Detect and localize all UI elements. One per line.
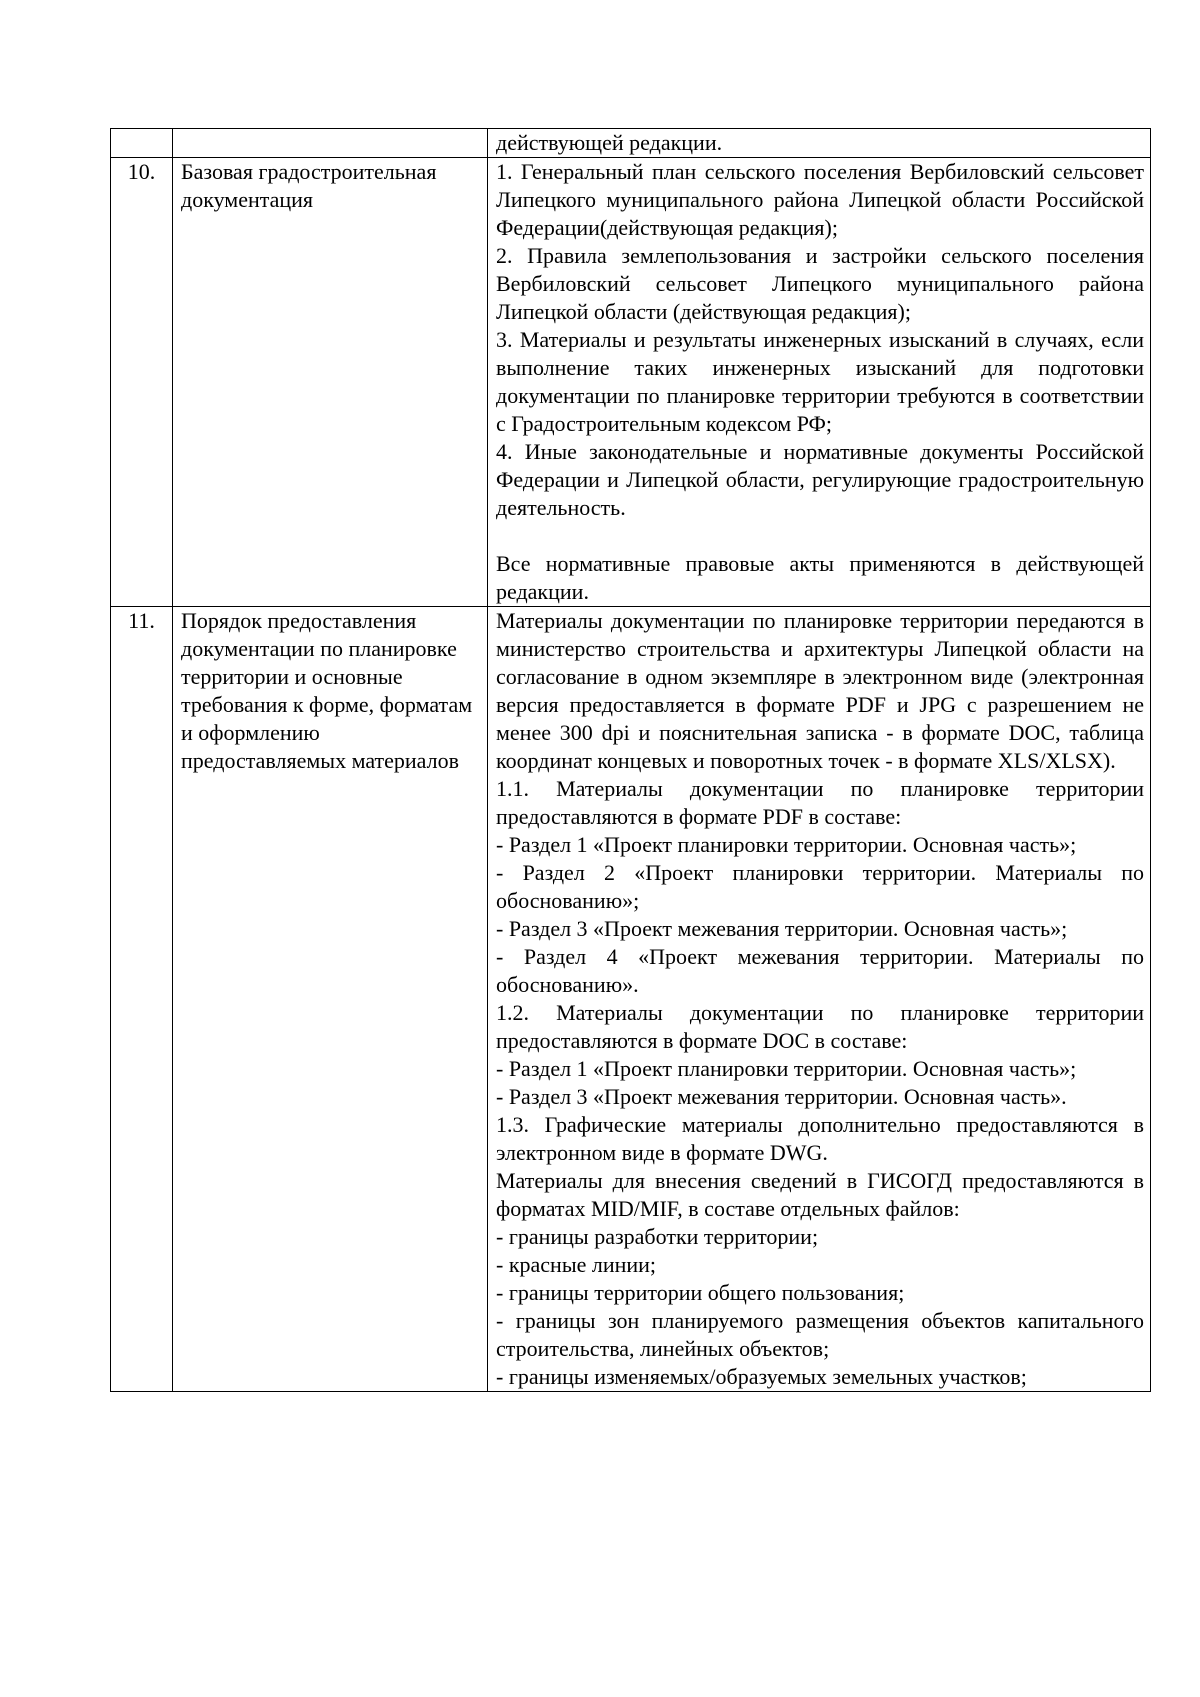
content-paragraph: 1.2. Материалы документации по планировке территории предоставляются в формате DOC в составе:	[496, 1000, 1144, 1053]
content-paragraph: 1.3. Графические материалы дополнительно предоставляются в электронном виде в формате DWG.	[496, 1112, 1144, 1165]
content-paragraph: - границы зон планируемого размещения объектов капитального строительства, линейных объектов;	[496, 1308, 1144, 1361]
table-row	[111, 129, 1151, 158]
content-paragraph: - Раздел 2 «Проект планировки территории. Материалы по обоснованию»;	[496, 860, 1144, 913]
row-content	[488, 607, 1151, 1392]
content-paragraph: - красные линии;	[496, 1252, 657, 1277]
row-label: Базовая градостроительная документация	[173, 158, 488, 607]
row-label	[173, 129, 488, 158]
requirements-table	[110, 128, 1151, 1392]
content-paragraph: действующей редакции.	[496, 130, 723, 155]
content-paragraph: 2. Правила землепользования и застройки сельского поселения Вербиловский сельсовет Липецкого муниципального района Липецкой области (действующая редакция);	[496, 243, 1144, 324]
content-paragraph: 1. Генеральный план сельского поселения Вербиловский сельсовет Липецкого муниципального района Липецкой области Российской Федерации(действующая редакция);	[496, 159, 1144, 240]
content-paragraph: Материалы документации по планировке территории передаются в министерство строительства и архитектуры Липецкой области на согласование в одном экземпляре в электронном виде (электронная версия предоставляется в формате PDF и JPG с разрешением не менее 300 dpi и пояснительная записка - в формате DOC, таблица координат концевых и поворотных точек - в формате XLS/XLSX).	[496, 608, 1144, 773]
table-row	[111, 607, 1151, 1392]
content-paragraph: - границы территории общего пользования;	[496, 1280, 905, 1305]
row-content	[488, 129, 1151, 158]
row-number: 11.	[111, 607, 173, 1392]
content-paragraph: - Раздел 4 «Проект межевания территории. Материалы по обоснованию».	[496, 944, 1144, 997]
row-label: Порядок предоставления документации по планировке территории и основные требования к форме, форматам и оформлению предоставляемых материалов	[173, 607, 488, 1392]
content-paragraph: 1.1. Материалы документации по планировке территории предоставляются в формате PDF в составе:	[496, 776, 1144, 829]
content-paragraph: 4. Иные законодательные и нормативные документы Российской Федерации и Липецкой области, регулирующие градостроительную деятельность.	[496, 439, 1144, 520]
content-paragraph: - границы изменяемых/образуемых земельных участков;	[496, 1364, 1027, 1389]
row-number	[111, 129, 173, 158]
content-paragraph: - границы разработки территории;	[496, 1224, 819, 1249]
content-paragraph: Материалы для внесения сведений в ГИСОГД предоставляются в форматах MID/MIF, в составе отдельных файлов:	[496, 1168, 1144, 1221]
row-content	[488, 158, 1151, 607]
row-number: 10.	[111, 158, 173, 607]
content-paragraph: - Раздел 1 «Проект планировки территории. Основная часть»;	[496, 832, 1077, 857]
content-paragraph: Все нормативные правовые акты применяются в действующей редакции.	[496, 551, 1144, 604]
content-paragraph: - Раздел 3 «Проект межевания территории. Основная часть».	[496, 1084, 1067, 1109]
content-paragraph: - Раздел 1 «Проект планировки территории. Основная часть»;	[496, 1056, 1077, 1081]
table-row	[111, 158, 1151, 607]
content-paragraph: - Раздел 3 «Проект межевания территории. Основная часть»;	[496, 916, 1068, 941]
content-paragraph: 3. Материалы и результаты инженерных изысканий в случаях, если выполнение таких инженерных изысканий для подготовки документации по планировке территории требуются в соответствии с Градостроительным кодексом РФ;	[496, 327, 1144, 436]
